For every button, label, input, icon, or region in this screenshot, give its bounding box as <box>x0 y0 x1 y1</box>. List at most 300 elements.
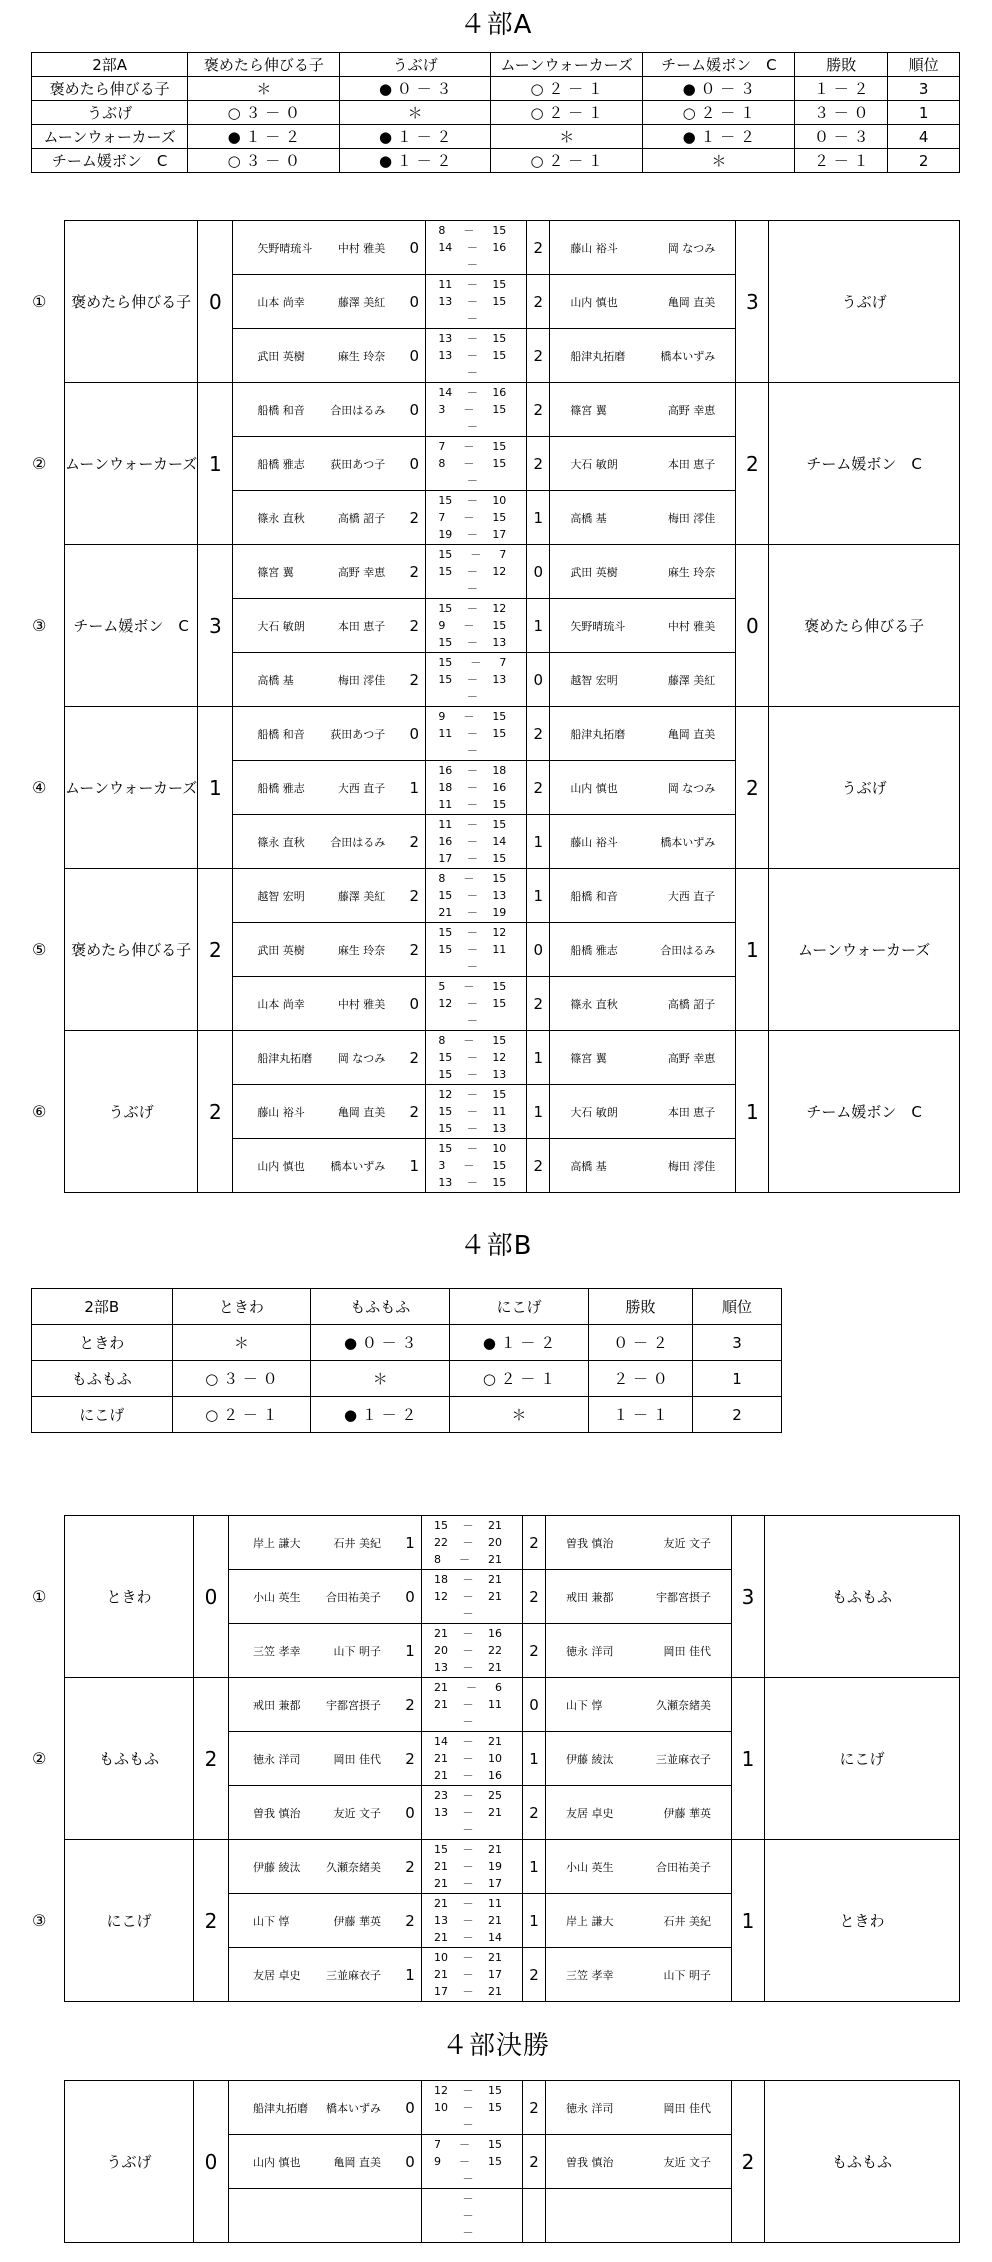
left-game-result: 2 <box>403 491 426 545</box>
standings-winloss: １ － ２ <box>795 77 888 101</box>
set-dash: － <box>463 224 475 237</box>
set-dash: － <box>463 1034 475 1047</box>
right-team-name: ムーンウォーカーズ <box>769 869 960 1031</box>
set-left: 14 <box>438 241 453 254</box>
left-player: 岡 なつみ <box>337 1051 386 1065</box>
set-left: 13 <box>434 1806 448 1819</box>
standings-result: ＊ <box>188 77 340 101</box>
standings-result: ○ ３ － ０ <box>172 1361 311 1397</box>
right-game-result <box>523 2189 546 2243</box>
set-left: 10 <box>434 1951 448 1964</box>
game-scores <box>422 1678 523 1732</box>
match-number <box>32 2081 65 2243</box>
left-player: 武田 英樹 <box>257 943 305 957</box>
standings-winloss: ０ － ２ <box>588 1325 692 1361</box>
left-pair <box>229 1786 400 1840</box>
right-team-total: 2 <box>732 2081 765 2243</box>
set-dash: － <box>463 619 475 632</box>
set-left: 15 <box>434 1519 448 1532</box>
right-team-name: にこげ <box>765 1678 960 1840</box>
right-player: 戒田 兼都 <box>566 1590 614 1604</box>
right-player: 山内 慎也 <box>570 781 618 795</box>
standings-header-cell: 2部B <box>32 1289 173 1325</box>
set-dash: － <box>466 386 478 399</box>
left-game-result: 2 <box>399 1732 422 1786</box>
standings-header-cell: もふもふ <box>311 1289 450 1325</box>
set-score <box>426 671 526 688</box>
set-right: 12 <box>492 565 507 578</box>
set-right: 11 <box>488 1897 502 1910</box>
set-right: 13 <box>492 673 507 686</box>
set-score <box>422 1983 522 2000</box>
left-player: 合田祐美子 <box>326 1590 381 1604</box>
game-scores <box>422 2135 523 2189</box>
right-game-result: 2 <box>527 977 550 1031</box>
left-game-result: 0 <box>403 275 426 329</box>
right-game-result: 0 <box>527 923 550 977</box>
game-scores <box>422 1840 523 1894</box>
left-player: 友近 文子 <box>333 1806 381 1820</box>
set-dash: － <box>462 1698 474 1711</box>
right-pair <box>550 815 736 869</box>
set-left: 13 <box>438 349 453 362</box>
right-pair <box>550 707 736 761</box>
match-block <box>32 545 960 599</box>
set-right: 11 <box>492 943 507 956</box>
game-scores <box>426 977 527 1031</box>
right-game-result: 2 <box>523 1516 546 1570</box>
game-scores <box>426 383 527 437</box>
set-right: 12 <box>492 1051 507 1064</box>
set-dash: － <box>466 744 478 757</box>
left-game-result: 1 <box>403 761 426 815</box>
game-scores <box>422 1516 523 1570</box>
set-dash: － <box>462 1789 474 1802</box>
set-score <box>422 1858 522 1875</box>
set-left: 12 <box>438 997 453 1010</box>
right-game-result: 2 <box>527 329 550 383</box>
match-block <box>32 383 960 437</box>
set-score <box>426 310 526 327</box>
right-team-total: 1 <box>732 1840 765 2002</box>
standings-result: ＊ <box>340 101 491 125</box>
set-dash: － <box>466 312 478 325</box>
set-right: 19 <box>488 1860 502 1873</box>
set-right: 16 <box>488 1627 502 1640</box>
left-player: 大石 敏朗 <box>257 619 305 633</box>
right-player: 山下 惇 <box>566 1698 603 1712</box>
game-scores <box>422 1624 523 1678</box>
right-game-result: 2 <box>523 1786 546 1840</box>
right-team-name: もふもふ <box>765 1516 960 1678</box>
right-pair <box>550 761 736 815</box>
right-player: 藤山 裕斗 <box>570 835 618 849</box>
left-player: 三笠 孝幸 <box>253 1644 301 1658</box>
game-scores <box>426 815 527 869</box>
set-score <box>426 1086 526 1103</box>
left-player: 船橋 雅志 <box>257 781 305 795</box>
set-dash: － <box>466 960 478 973</box>
left-pair <box>233 599 404 653</box>
set-left: 15 <box>438 494 453 507</box>
set-score <box>422 1767 522 1784</box>
right-player: 三笠 孝幸 <box>566 1968 614 1982</box>
standings-row <box>32 149 960 173</box>
set-right: 25 <box>488 1789 502 1802</box>
left-team-name: うぶげ <box>65 2081 194 2243</box>
left-team-name: うぶげ <box>65 1031 198 1193</box>
set-dash: － <box>466 494 478 507</box>
left-game-result: 2 <box>403 1085 426 1139</box>
standings-result: ＊ <box>172 1325 311 1361</box>
left-player: 篠宮 翼 <box>257 565 294 579</box>
set-score <box>422 2224 522 2241</box>
set-score <box>422 1713 522 1730</box>
left-pair <box>229 1894 400 1948</box>
left-player: 本田 恵子 <box>337 619 386 633</box>
left-game-result: 0 <box>399 1786 422 1840</box>
right-pair <box>550 977 736 1031</box>
left-game-result: 2 <box>399 1678 422 1732</box>
standings-rank: 1 <box>888 101 960 125</box>
left-pair <box>233 761 404 815</box>
standings-row <box>32 1397 782 1433</box>
right-team-name: うぶげ <box>769 707 960 869</box>
right-pair <box>546 2189 732 2243</box>
left-game-result: 2 <box>403 869 426 923</box>
set-right: 15 <box>492 619 507 632</box>
left-team-total: 1 <box>198 707 233 869</box>
set-dash: － <box>466 1681 477 1694</box>
right-game-result: 2 <box>527 437 550 491</box>
set-right: 15 <box>492 798 507 811</box>
set-score <box>422 2207 522 2224</box>
set-score <box>426 509 526 526</box>
set-right: 15 <box>492 440 507 453</box>
set-dash: － <box>463 872 475 885</box>
right-game-result: 2 <box>527 221 550 275</box>
right-game-result: 1 <box>527 491 550 545</box>
right-team-total: 3 <box>736 221 769 383</box>
right-player: 合田祐美子 <box>656 1860 711 1874</box>
match-number: ① <box>32 1587 47 1606</box>
left-player: 高橋 詔子 <box>337 511 386 525</box>
set-left: 21 <box>434 1627 448 1640</box>
right-pair <box>550 1139 736 1193</box>
left-player: 山下 惇 <box>253 1914 290 1928</box>
right-pair <box>546 2081 732 2135</box>
match-number: ④ <box>32 778 47 797</box>
right-player: 大西 直子 <box>667 889 716 903</box>
set-left: 17 <box>438 852 453 865</box>
set-score <box>422 1841 522 1858</box>
set-score <box>426 708 526 725</box>
set-right: 17 <box>492 528 507 541</box>
right-player: 伊藤 綾汰 <box>566 1752 614 1766</box>
right-player: 徳永 洋司 <box>566 2101 614 2115</box>
right-player: 友近 文子 <box>663 2155 711 2169</box>
left-pair <box>233 923 404 977</box>
left-player: 山本 尚幸 <box>257 997 305 1011</box>
standings-winloss: ２ － １ <box>795 149 888 173</box>
standings-team: にこげ <box>32 1397 173 1433</box>
left-player: 徳永 洋司 <box>253 1752 301 1766</box>
set-score <box>426 492 526 509</box>
left-player: 篠永 直秋 <box>257 511 305 525</box>
set-score <box>422 1912 522 1929</box>
set-dash: － <box>459 1553 470 1566</box>
match-number: ③ <box>32 616 47 635</box>
set-dash: － <box>462 2118 474 2131</box>
left-game-result: 0 <box>403 383 426 437</box>
set-dash: － <box>462 1877 474 1890</box>
left-player: 三並麻衣子 <box>326 1968 381 1982</box>
game-scores <box>422 1570 523 1624</box>
right-team-total: 1 <box>736 1031 769 1193</box>
set-left: 15 <box>438 656 453 669</box>
standings-team: うぶげ <box>32 101 188 125</box>
right-player: 矢野晴琉斗 <box>570 619 626 633</box>
set-score <box>426 816 526 833</box>
set-score <box>426 293 526 310</box>
right-player: 岡 なつみ <box>667 781 716 795</box>
set-score <box>422 2099 522 2116</box>
right-game-result: 1 <box>527 599 550 653</box>
match-table-4a <box>32 220 960 1193</box>
left-team-total: 2 <box>198 1031 233 1193</box>
right-game-result: 1 <box>523 1894 546 1948</box>
left-team-total: 1 <box>198 383 233 545</box>
set-score <box>422 1571 522 1588</box>
section-title-4a: ４部A <box>459 10 533 40</box>
right-game-result: 2 <box>527 383 550 437</box>
standings-winloss: ３ － ０ <box>795 101 888 125</box>
right-pair <box>546 1732 732 1786</box>
left-player: 山本 尚幸 <box>257 295 305 309</box>
left-player: 久瀬奈緒美 <box>326 1860 381 1874</box>
set-right: 15 <box>492 710 507 723</box>
left-game-result: 0 <box>403 221 426 275</box>
set-right: 13 <box>492 1068 507 1081</box>
set-right: 7 <box>499 656 507 669</box>
set-score <box>426 958 526 975</box>
set-left: 9 <box>438 710 446 723</box>
set-score <box>426 222 526 239</box>
set-score <box>422 2153 522 2170</box>
set-score <box>426 850 526 867</box>
right-pair <box>546 1894 732 1948</box>
set-right: 17 <box>488 1877 502 1890</box>
set-dash: － <box>466 1051 478 1064</box>
set-right: 15 <box>492 872 507 885</box>
set-left: 21 <box>438 906 453 919</box>
standings-winloss: ２ － ０ <box>588 1361 692 1397</box>
set-dash: － <box>466 798 478 811</box>
set-score <box>426 384 526 401</box>
standings-header-cell: 順位 <box>693 1289 782 1325</box>
left-player: 友居 卓史 <box>253 1968 301 1982</box>
match-number: ③ <box>32 1911 47 1930</box>
standings-header-cell: 2部A <box>32 53 188 77</box>
set-score <box>426 688 526 705</box>
set-dash: － <box>466 420 478 433</box>
left-game-result: 2 <box>403 545 426 599</box>
left-player: 麻生 玲奈 <box>337 349 386 363</box>
set-score <box>422 1605 522 1622</box>
set-score <box>422 2082 522 2099</box>
set-left: 22 <box>434 1536 448 1549</box>
standings-result: ○ ２ － １ <box>172 1397 311 1433</box>
set-left: 17 <box>434 1985 448 1998</box>
set-left: 11 <box>438 278 453 291</box>
right-player: 船津丸拓磨 <box>570 349 626 363</box>
set-score <box>422 2190 522 2207</box>
set-right: 21 <box>488 1951 502 1964</box>
right-player: 篠宮 翼 <box>570 403 607 417</box>
left-player: 越智 宏明 <box>257 889 305 903</box>
set-left: 8 <box>438 1034 446 1047</box>
set-right: 17 <box>488 1968 502 1981</box>
set-right: 11 <box>492 1105 507 1118</box>
right-pair <box>550 923 736 977</box>
standings-result: ＊ <box>491 125 643 149</box>
section-title-4b: ４部B <box>459 1231 533 1261</box>
set-right: 15 <box>492 980 507 993</box>
left-game-result: 2 <box>403 923 426 977</box>
left-game-result: 2 <box>399 1894 422 1948</box>
set-left: 23 <box>434 1789 448 1802</box>
left-game-result: 0 <box>399 1570 422 1624</box>
left-team-total: 2 <box>194 1678 229 1840</box>
set-score <box>426 472 526 489</box>
set-right: 15 <box>492 1176 507 1189</box>
set-left: 13 <box>438 332 453 345</box>
right-team-total: 1 <box>732 1678 765 1840</box>
standings-team: 褒めたら伸びる子 <box>32 77 188 101</box>
set-dash: － <box>466 727 478 740</box>
set-dash: － <box>466 1122 478 1135</box>
set-right: 15 <box>492 727 507 740</box>
standings-result: ○ ３ － ０ <box>188 149 340 173</box>
set-score <box>426 580 526 597</box>
set-dash: － <box>462 1715 474 1728</box>
set-score <box>422 1787 522 1804</box>
standings-rank: 2 <box>693 1397 782 1433</box>
right-player: 梅田 澪佳 <box>667 511 716 525</box>
left-pair <box>229 1948 400 2002</box>
standings-rank: 2 <box>888 149 960 173</box>
set-score <box>426 779 526 796</box>
set-score <box>426 796 526 813</box>
set-score <box>426 418 526 435</box>
right-game-result: 2 <box>527 275 550 329</box>
set-score <box>422 1659 522 1676</box>
set-left: 11 <box>438 798 453 811</box>
right-player: 友居 卓史 <box>566 1806 614 1820</box>
set-left: 15 <box>438 926 453 939</box>
right-game-result: 1 <box>527 1085 550 1139</box>
set-left: 9 <box>438 619 446 632</box>
standings-row <box>32 101 960 125</box>
left-game-result: 1 <box>399 1516 422 1570</box>
set-score <box>422 1551 522 1568</box>
set-right: 21 <box>488 1590 502 1603</box>
set-right: 15 <box>492 224 507 237</box>
set-score <box>426 742 526 759</box>
set-left: 12 <box>438 1088 453 1101</box>
right-game-result: 2 <box>523 2135 546 2189</box>
left-team-total: 2 <box>194 1840 229 2002</box>
left-pair <box>229 1516 400 1570</box>
set-left: 21 <box>434 1877 448 1890</box>
right-player: 藤澤 美紅 <box>667 673 716 687</box>
set-dash: － <box>462 1644 474 1657</box>
set-dash: － <box>462 1519 474 1532</box>
set-dash: － <box>466 349 478 362</box>
right-pair <box>550 329 736 383</box>
set-left: 13 <box>434 1661 448 1674</box>
right-game-result: 2 <box>523 1624 546 1678</box>
right-player: 友近 文子 <box>663 1536 711 1550</box>
set-left: 15 <box>438 1105 453 1118</box>
match-block <box>32 1031 960 1085</box>
standings-table-4b <box>31 1288 782 1433</box>
game-scores <box>426 1031 527 1085</box>
game-scores <box>422 1894 523 1948</box>
left-team-name: チーム媛ボン C <box>65 545 198 707</box>
set-dash: － <box>463 1159 475 1172</box>
set-dash: － <box>466 1014 478 1027</box>
set-left: 7 <box>434 2138 441 2151</box>
right-player: 岡田 佳代 <box>663 2101 711 2115</box>
set-right: 21 <box>488 1985 502 1998</box>
set-left: 18 <box>434 1573 448 1586</box>
set-right: 16 <box>492 781 507 794</box>
left-player: 船津丸拓磨 <box>253 2101 308 2115</box>
right-player: 篠宮 翼 <box>570 1051 607 1065</box>
right-team-total: 3 <box>732 1516 765 1678</box>
right-player: 武田 英樹 <box>570 565 618 579</box>
set-score <box>426 364 526 381</box>
set-dash: － <box>462 2172 474 2185</box>
set-left: 15 <box>434 1843 448 1856</box>
set-right: 20 <box>488 1536 502 1549</box>
set-left: 15 <box>438 565 453 578</box>
set-score <box>426 438 526 455</box>
set-left: 12 <box>434 1590 448 1603</box>
standings-result: ● １ － ２ <box>311 1397 450 1433</box>
game-scores <box>426 491 527 545</box>
left-game-result: 0 <box>403 707 426 761</box>
set-left: 8 <box>434 1553 441 1566</box>
set-left: 15 <box>438 548 453 561</box>
left-player: 石井 美紀 <box>333 1536 381 1550</box>
set-score <box>426 924 526 941</box>
standings-result: ＊ <box>643 149 795 173</box>
set-left: 13 <box>438 295 453 308</box>
set-right: 21 <box>488 1843 502 1856</box>
set-dash: － <box>462 1607 474 1620</box>
right-pair <box>550 869 736 923</box>
standings-result: ○ ２ － １ <box>491 77 643 101</box>
left-player: 荻田あつ子 <box>330 457 386 471</box>
set-right: 18 <box>492 764 507 777</box>
left-player: 武田 英樹 <box>257 349 305 363</box>
set-score <box>422 1750 522 1767</box>
left-player: 山下 明子 <box>333 1644 381 1658</box>
set-left: 15 <box>438 673 453 686</box>
set-score <box>426 600 526 617</box>
